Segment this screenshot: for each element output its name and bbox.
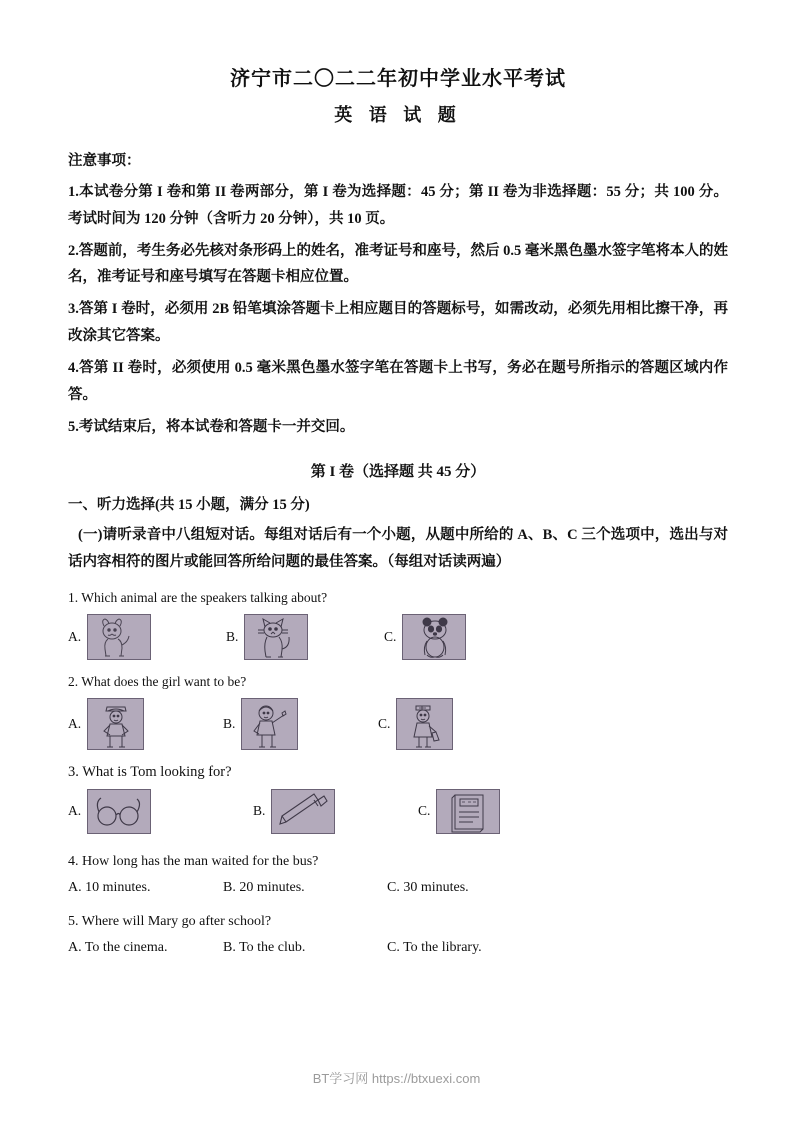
question-4-option-c[interactable]: C. 30 minutes. [387,879,469,895]
page-content [68,62,728,960]
question-5-options [68,940,728,956]
dog-picture [87,614,151,660]
page-title: 济宁市二〇二二年初中学业水平考试 [230,68,566,90]
question-2-option-b[interactable] [223,698,378,750]
notebook-picture [436,789,500,834]
question-5-text: 5. Where will Mary go after school? [68,913,272,929]
notice-item-5: 5.考试结束后，将本试卷和答题卡一并交回。 [68,418,355,435]
cat-picture [244,614,308,660]
question-2-option-c[interactable] [378,698,453,750]
question-2-text: 2. What does the girl want to be? [68,673,247,689]
question-3-options [68,789,728,834]
paper-section-heading: 第 I 卷（选择题 共 45 分） [310,464,486,481]
question-4-text: 4. How long has the man waited for the bus? [68,853,319,869]
part-one-heading: 一、听力选择(共 15 小题，满分 15 分) [68,497,310,514]
option-label: C. [418,803,431,819]
option-label: B. [223,715,236,731]
notice-item-1: 1.本试卷分第 I 卷和第 II 卷两部分，第 I 卷为选择题：45 分；第 II 卷为非选择题：55 分；共 100 分。考试时间为 120 分钟（含听力 20 分钟），共 10 页。 [68,184,728,227]
option-label: C. [384,628,397,644]
glasses-picture [87,789,151,834]
question-5-option-c[interactable]: C. To the library. [387,939,482,955]
page-subtitle: 英 语 试 题 [334,105,462,125]
pen-picture [271,789,335,834]
police-officer-picture [87,698,144,750]
option-label: B. [226,628,239,644]
part-one-description: (一)请听录音中八组短对话。每组对话后有一个小题，从题中所给的 A、B、C 三个选项中，选出与对话内容相符的图片或能回答所给问题的最佳答案。（每组对话读两遍） [68,527,728,571]
question-5-option-b[interactable]: B. To the club. [223,939,306,955]
nurse-picture [396,698,453,750]
notice-heading: 注意事项： [68,153,141,169]
option-label: A. [68,803,82,819]
question-5-option-a[interactable]: A. To the cinema. [68,939,168,955]
painter-picture [241,698,298,750]
question-1-text: 1. Which animal are the speakers talking about? [68,589,328,605]
question-2-option-a[interactable] [68,698,223,750]
question-4-option-b[interactable]: B. 20 minutes. [223,879,305,895]
question-3-option-c[interactable] [418,789,500,834]
question-1-option-c[interactable] [384,614,466,660]
option-label: B. [253,803,266,819]
question-1-options [68,614,728,660]
question-3-text: 3. What is Tom looking for? [68,763,232,780]
notice-item-3: 3.答第 I 卷时，必须用 2B 铅笔填涂答题卡上相应题目的答题标号，如需改动，必须先用相比擦干净，再改涂其它答案。 [68,301,728,345]
question-4-options [68,880,728,896]
question-4-option-a[interactable]: A. 10 minutes. [68,879,151,895]
question-2-options [68,698,728,750]
question-3-option-a[interactable] [68,789,253,834]
question-1-option-a[interactable] [68,614,226,660]
panda-picture [402,614,466,660]
question-3-option-b[interactable] [253,789,418,834]
notice-item-2: 2.答题前，考生务必先核对条形码上的姓名，准考证号和座号，然后 0.5 毫米黑色墨水签字笔将本人的姓名，准考证号和座号填写在答题卡相应位置。 [68,242,728,286]
watermark: BT学习网 https://btxuexi.com [312,1071,481,1086]
question-1-option-b[interactable] [226,614,384,660]
option-label: A. [68,628,82,644]
option-label: A. [68,715,82,731]
notice-item-4: 4.答第 II 卷时，必须使用 0.5 毫米黑色墨水签字笔在答题卡上书写，务必在题号所指示的答题区域内作答。 [68,359,728,403]
option-label: C. [378,715,391,731]
